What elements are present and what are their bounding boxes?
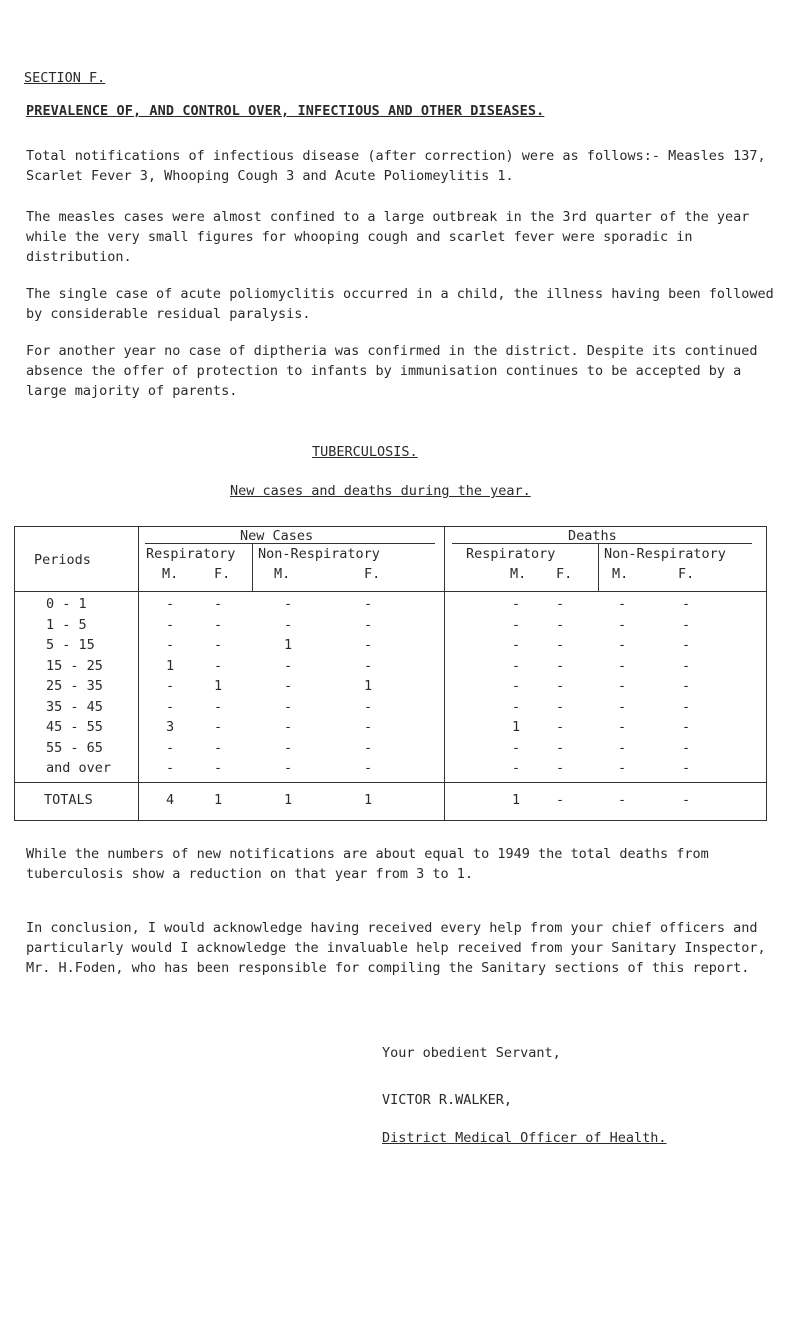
table-cell: - <box>364 698 373 715</box>
signature-title: District Medical Officer of Health. <box>382 1130 667 1146</box>
table-cell: - <box>618 637 627 653</box>
table-cell: - <box>214 616 223 633</box>
header-nc-non-respiratory: Non-Respiratory <box>258 546 380 562</box>
table-cell: - <box>166 616 175 633</box>
table-cell: - <box>682 596 691 612</box>
table-totals-border <box>14 782 766 783</box>
table-cell: - <box>364 616 373 633</box>
main-heading: PREVALENCE OF, AND CONTROL OVER, INFECTIOUS AND OTHER DISEASES. <box>26 103 545 119</box>
signature-name: VICTOR R.WALKER, <box>382 1092 513 1108</box>
table-cell: 1 <box>512 719 521 735</box>
table-col-sep-periods <box>138 526 139 821</box>
header-new-cases: New Cases <box>240 528 314 544</box>
header-d-respiratory: Respiratory <box>466 546 556 562</box>
table-top-border <box>14 526 766 527</box>
table-cell: 1 <box>214 678 223 694</box>
table-cell: - <box>618 657 627 674</box>
table-cell: 1 <box>364 678 373 694</box>
totals-cell: - <box>556 792 565 808</box>
table-cell: - <box>512 678 521 694</box>
table-cell: - <box>682 637 691 653</box>
table-col-sep-deaths-inner <box>598 543 599 591</box>
totals-label: TOTALS <box>44 792 93 808</box>
table-cell: - <box>284 719 293 735</box>
table-cell: 3 <box>166 719 175 735</box>
totals-cell: 1 <box>364 792 373 808</box>
table-cell: - <box>284 739 293 756</box>
table-cell: - <box>556 739 565 756</box>
table-cell: - <box>364 637 373 653</box>
row-period-label: 45 - 55 <box>46 719 103 735</box>
header-d-resp-f: F. <box>556 566 573 582</box>
paragraph-conclusion: In conclusion, I would acknowledge having received every help from your chief officers and particularly would I acknowledge the invaluable help received from your Sanitary Inspector, Mr. H.Foden, who has been responsible for compiling the Sanitary sections of this report. <box>26 920 766 976</box>
table-cell: - <box>364 719 373 735</box>
table-cell: - <box>682 739 691 756</box>
table-cell: - <box>214 760 223 776</box>
header-nc-resp-m: M. <box>162 566 179 582</box>
table-cell: - <box>166 698 175 715</box>
row-period-label: 1 - 5 <box>46 616 87 633</box>
header-nc-resp-f: F. <box>214 566 231 582</box>
table-cell: - <box>214 637 223 653</box>
table-cell: - <box>512 698 521 715</box>
table-cell: - <box>214 596 223 612</box>
header-deaths: Deaths <box>568 528 617 544</box>
table-cell: - <box>556 616 565 633</box>
table-cell: - <box>556 657 565 674</box>
table-cell: 1 <box>284 637 293 653</box>
table-right-border <box>766 526 767 821</box>
table-cell: - <box>166 637 175 653</box>
table-cell: - <box>166 739 175 756</box>
table-cell: - <box>284 678 293 694</box>
table-cell: - <box>512 739 521 756</box>
table-cell: - <box>364 596 373 612</box>
table-cell: - <box>618 616 627 633</box>
table-cell: - <box>284 596 293 612</box>
table-cell: - <box>512 760 521 776</box>
totals-cell: - <box>682 792 691 808</box>
table-bottom-border <box>14 820 766 821</box>
header-nc-nonresp-f: F. <box>364 566 381 582</box>
totals-cell: 1 <box>512 792 521 808</box>
table-cell: - <box>214 719 223 735</box>
table-cell: - <box>166 596 175 612</box>
header-d-nonresp-f: F. <box>678 566 695 582</box>
row-period-label: 55 - 65 <box>46 739 103 756</box>
table-cell: 1 <box>166 657 175 674</box>
table-cell: - <box>512 596 521 612</box>
table-cell: - <box>556 760 565 776</box>
table-col-sep-deaths <box>444 526 445 821</box>
header-d-resp-m: M. <box>510 566 527 582</box>
table-cell: - <box>556 596 565 612</box>
table-cell: - <box>682 698 691 715</box>
section-label: SECTION F. <box>24 70 106 86</box>
signoff: Your obedient Servant, <box>382 1045 561 1061</box>
row-period-label: 25 - 35 <box>46 678 103 694</box>
table-cell: - <box>214 657 223 674</box>
table-col-sep-newcases <box>252 543 253 591</box>
table-cell: - <box>682 678 691 694</box>
table-cell: - <box>284 616 293 633</box>
table-cell: - <box>284 698 293 715</box>
paragraph-tb-summary: While the numbers of new notifications are about equal to 1949 the total deaths from tuberculosis show a reduction on that year from 3 to 1. <box>26 846 709 882</box>
table-cell: - <box>618 698 627 715</box>
paragraph-measles: The measles cases were almost confined to a large outbreak in the 3rd quarter of the year while the very small figures for whooping cough and scarlet fever were sporadic in distribution. <box>26 209 750 265</box>
row-period-label: 15 - 25 <box>46 657 103 674</box>
table-cell: - <box>682 719 691 735</box>
table-cell: - <box>284 657 293 674</box>
table-cell: - <box>284 760 293 776</box>
table-cell: - <box>618 596 627 612</box>
tb-subheading: New cases and deaths during the year. <box>230 483 531 499</box>
table-cell: - <box>512 657 521 674</box>
table-cell: - <box>556 698 565 715</box>
totals-cell: 1 <box>284 792 293 808</box>
table-cell: - <box>618 739 627 756</box>
table-cell: - <box>512 616 521 633</box>
table-header-border <box>14 591 766 592</box>
row-period-label: and over <box>46 760 112 776</box>
table-cell: - <box>364 739 373 756</box>
table-cell: - <box>166 678 175 694</box>
table-cell: - <box>682 657 691 674</box>
header-d-nonresp-m: M. <box>612 566 629 582</box>
paragraph-diphtheria: For another year no case of diptheria was confirmed in the district. Despite its continued absence the offer of protection to infants by immunisation continues to be accepted by a large majority of parents. <box>26 343 758 399</box>
paragraph-poliomyelitis: The single case of acute poliomyclitis occurred in a child, the illness having been followed by considerable residual paralysis. <box>26 286 774 322</box>
paragraph-notifications: Total notifications of infectious disease (after correction) were as follows:- Measles 137, Scarlet Fever 3, Whooping Cough 3 and Acute Poliomeylitis 1. <box>26 148 766 184</box>
table-cell: - <box>618 678 627 694</box>
row-period-label: 5 - 15 <box>46 637 95 653</box>
header-periods: Periods <box>34 552 91 568</box>
totals-cell: 4 <box>166 792 175 808</box>
table-cell: - <box>364 657 373 674</box>
totals-cell: - <box>618 792 627 808</box>
table-cell: - <box>214 698 223 715</box>
row-period-label: 35 - 45 <box>46 698 103 715</box>
header-nc-nonresp-m: M. <box>274 566 291 582</box>
table-cell: - <box>556 678 565 694</box>
table-cell: - <box>512 637 521 653</box>
row-period-label: 0 - 1 <box>46 596 87 612</box>
table-cell: - <box>618 760 627 776</box>
table-left-border <box>14 526 15 821</box>
table-cell: - <box>364 760 373 776</box>
header-d-non-respiratory: Non-Respiratory <box>604 546 726 562</box>
table-cell: - <box>682 616 691 633</box>
table-cell: - <box>682 760 691 776</box>
table-cell: - <box>166 760 175 776</box>
tb-heading: TUBERCULOSIS. <box>312 444 418 460</box>
table-cell: - <box>618 719 627 735</box>
header-nc-respiratory: Respiratory <box>146 546 236 562</box>
totals-cell: 1 <box>214 792 223 808</box>
table-cell: - <box>556 637 565 653</box>
table-cell: - <box>214 739 223 756</box>
table-cell: - <box>556 719 565 735</box>
